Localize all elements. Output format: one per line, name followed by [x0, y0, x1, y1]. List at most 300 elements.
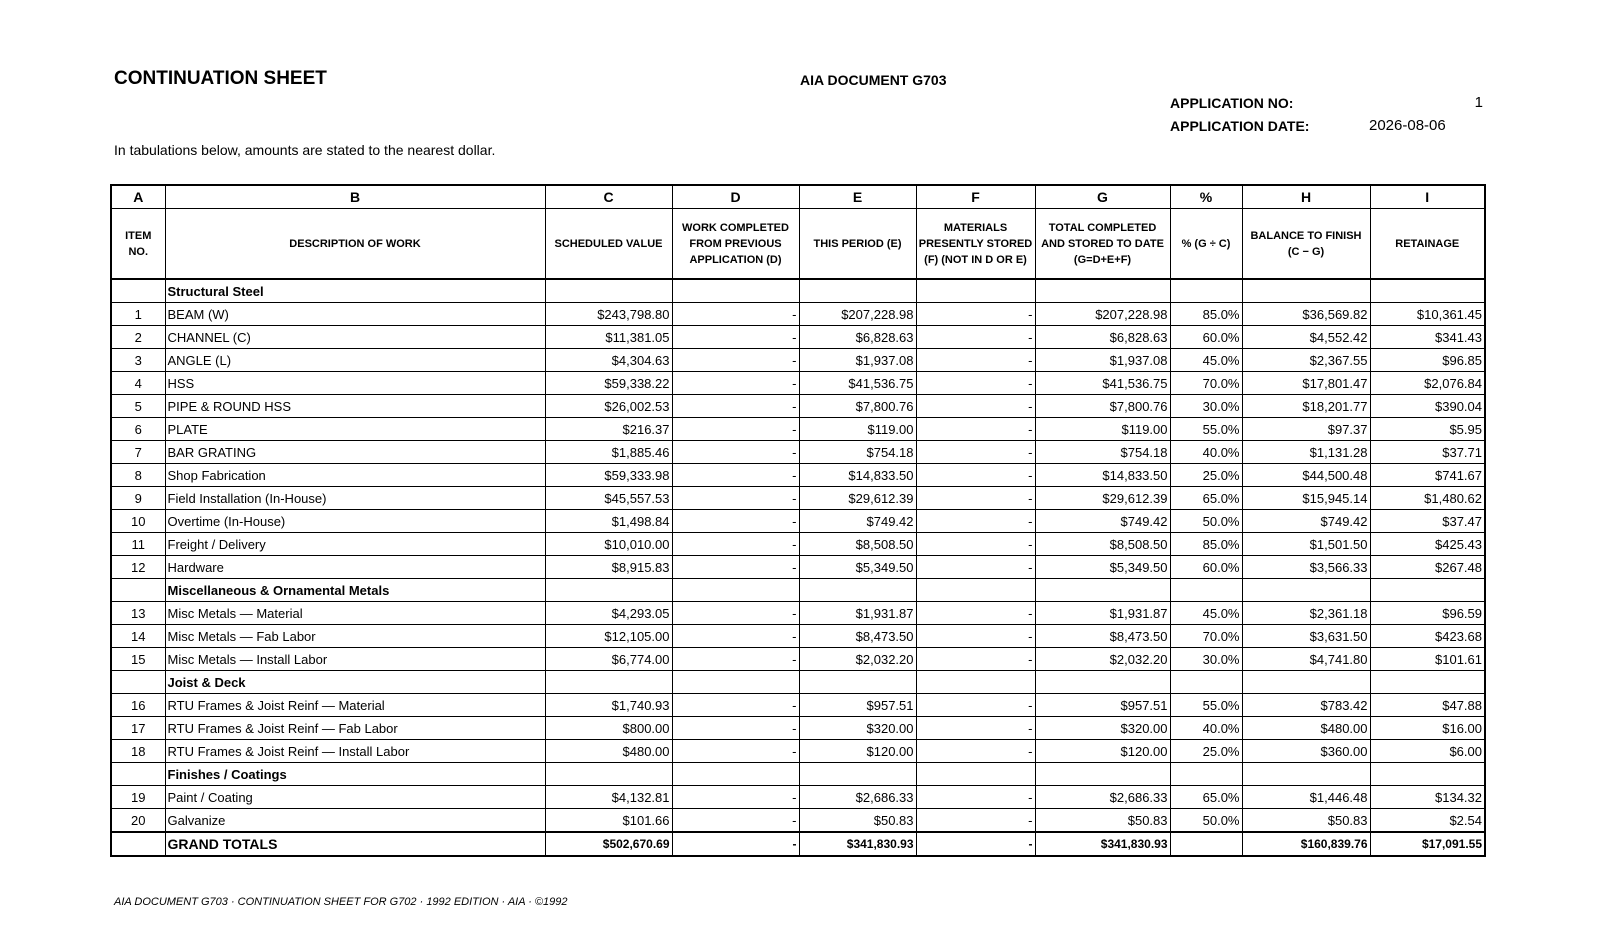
empty-cell	[799, 763, 916, 786]
empty-cell	[1170, 279, 1242, 303]
header-item-no: ITEM NO.	[111, 209, 165, 280]
scheduled-value-cell: $1,885.46	[545, 441, 672, 464]
balance-to-finish-cell: $18,201.77	[1242, 395, 1370, 418]
materials-stored-cell: -	[916, 809, 1035, 833]
balance-to-finish-cell: $17,801.47	[1242, 372, 1370, 395]
column-letter: F	[916, 185, 1035, 209]
retainage-cell: $425.43	[1370, 533, 1485, 556]
section-title: Structural Steel	[165, 279, 545, 303]
total-completed-cell: $957.51	[1035, 694, 1170, 717]
percent-cell: 85.0%	[1170, 303, 1242, 326]
retainage-cell: $10,361.45	[1370, 303, 1485, 326]
retainage-cell: $267.48	[1370, 556, 1485, 579]
section-row	[111, 763, 1485, 786]
retainage-cell: $2.54	[1370, 809, 1485, 833]
empty-cell	[1170, 671, 1242, 694]
table-row	[111, 740, 1485, 763]
retainage-cell: $5.95	[1370, 418, 1485, 441]
materials-stored-cell: -	[916, 487, 1035, 510]
header-previous-application: WORK COMPLETED FROM PREVIOUS APPLICATION (D)	[672, 209, 799, 280]
empty-cell	[1035, 671, 1170, 694]
materials-stored-cell: -	[916, 441, 1035, 464]
table-row	[111, 556, 1485, 579]
balance-to-finish-cell: $3,631.50	[1242, 625, 1370, 648]
header-balance-to-finish: BALANCE TO FINISH (C − G)	[1242, 209, 1370, 280]
retainage-cell: $47.88	[1370, 694, 1485, 717]
section-title: Miscellaneous & Ornamental Metals	[165, 579, 545, 602]
scheduled-value-cell: $800.00	[545, 717, 672, 740]
percent-cell: 60.0%	[1170, 326, 1242, 349]
this-period-cell: $754.18	[799, 441, 916, 464]
item-no-cell: 1	[111, 303, 165, 326]
total-completed-cell: $119.00	[1035, 418, 1170, 441]
materials-stored-cell: -	[916, 740, 1035, 763]
retainage-cell: $1,480.62	[1370, 487, 1485, 510]
empty-cell	[1035, 579, 1170, 602]
balance-to-finish-cell: $1,446.48	[1242, 786, 1370, 809]
description-cell: Field Installation (In-House)	[165, 487, 545, 510]
retainage-cell: $101.61	[1370, 648, 1485, 671]
rounding-note: In tabulations below, amounts are stated to the nearest dollar.	[114, 142, 496, 158]
empty-cell	[799, 671, 916, 694]
materials-stored-cell: -	[916, 648, 1035, 671]
total-completed-cell: $2,032.20	[1035, 648, 1170, 671]
materials-stored-cell: -	[916, 694, 1035, 717]
total-completed-cell: $749.42	[1035, 510, 1170, 533]
balance-to-finish-cell: $4,741.80	[1242, 648, 1370, 671]
scheduled-value-cell: $4,293.05	[545, 602, 672, 625]
empty-cell	[916, 763, 1035, 786]
empty-cell	[672, 671, 799, 694]
description-cell: Freight / Delivery	[165, 533, 545, 556]
item-no-cell: 14	[111, 625, 165, 648]
retainage-cell: $741.67	[1370, 464, 1485, 487]
materials-stored-cell: -	[916, 510, 1035, 533]
balance-to-finish-cell: $15,945.14	[1242, 487, 1370, 510]
table-row	[111, 648, 1485, 671]
percent-cell: 50.0%	[1170, 809, 1242, 833]
balance-to-finish-cell: $36,569.82	[1242, 303, 1370, 326]
total-completed-cell: $29,612.39	[1035, 487, 1170, 510]
previous-application-cell: -	[672, 648, 799, 671]
balance-to-finish-cell: $3,566.33	[1242, 556, 1370, 579]
percent-cell: 25.0%	[1170, 464, 1242, 487]
previous-application-cell: -	[672, 349, 799, 372]
empty-cell	[916, 579, 1035, 602]
scheduled-value-cell: $502,670.69	[545, 832, 672, 856]
percent-cell	[1170, 832, 1242, 856]
percent-cell: 30.0%	[1170, 395, 1242, 418]
description-cell: Shop Fabrication	[165, 464, 545, 487]
balance-to-finish-cell: $749.42	[1242, 510, 1370, 533]
item-no-cell: 20	[111, 809, 165, 833]
empty-cell	[111, 579, 165, 602]
table-row	[111, 510, 1485, 533]
this-period-cell: $29,612.39	[799, 487, 916, 510]
item-no-cell: 3	[111, 349, 165, 372]
retainage-cell: $134.32	[1370, 786, 1485, 809]
grand-totals-row	[111, 832, 1485, 856]
retainage-cell: $17,091.55	[1370, 832, 1485, 856]
this-period-cell: $1,937.08	[799, 349, 916, 372]
balance-to-finish-cell: $4,552.42	[1242, 326, 1370, 349]
application-date-value: 2026-08-06	[1369, 117, 1446, 134]
description-cell: PLATE	[165, 418, 545, 441]
materials-stored-cell: -	[916, 372, 1035, 395]
scheduled-value-cell: $26,002.53	[545, 395, 672, 418]
percent-cell: 85.0%	[1170, 533, 1242, 556]
materials-stored-cell: -	[916, 464, 1035, 487]
scheduled-value-cell: $1,740.93	[545, 694, 672, 717]
scheduled-value-cell: $59,333.98	[545, 464, 672, 487]
item-no-cell: 7	[111, 441, 165, 464]
total-completed-cell: $41,536.75	[1035, 372, 1170, 395]
description-cell: RTU Frames & Joist Reinf — Material	[165, 694, 545, 717]
empty-cell	[672, 763, 799, 786]
description-cell: BAR GRATING	[165, 441, 545, 464]
scheduled-value-cell: $11,381.05	[545, 326, 672, 349]
materials-stored-cell: -	[916, 832, 1035, 856]
total-completed-cell: $1,931.87	[1035, 602, 1170, 625]
previous-application-cell: -	[672, 786, 799, 809]
empty-cell	[916, 279, 1035, 303]
this-period-cell: $2,032.20	[799, 648, 916, 671]
previous-application-cell: -	[672, 487, 799, 510]
item-no-cell: 4	[111, 372, 165, 395]
percent-cell: 25.0%	[1170, 740, 1242, 763]
column-letter: C	[545, 185, 672, 209]
total-completed-cell: $8,473.50	[1035, 625, 1170, 648]
balance-to-finish-cell: $1,131.28	[1242, 441, 1370, 464]
percent-cell: 45.0%	[1170, 602, 1242, 625]
retainage-cell: $423.68	[1370, 625, 1485, 648]
description-cell: Hardware	[165, 556, 545, 579]
balance-to-finish-cell: $783.42	[1242, 694, 1370, 717]
this-period-cell: $14,833.50	[799, 464, 916, 487]
table-row	[111, 533, 1485, 556]
empty-cell	[1242, 579, 1370, 602]
scheduled-value-cell: $12,105.00	[545, 625, 672, 648]
description-cell: Misc Metals — Fab Labor	[165, 625, 545, 648]
previous-application-cell: -	[672, 441, 799, 464]
percent-cell: 50.0%	[1170, 510, 1242, 533]
column-letter: %	[1170, 185, 1242, 209]
description-cell: RTU Frames & Joist Reinf — Fab Labor	[165, 717, 545, 740]
this-period-cell: $8,473.50	[799, 625, 916, 648]
scheduled-value-cell: $10,010.00	[545, 533, 672, 556]
previous-application-cell: -	[672, 510, 799, 533]
column-letter: D	[672, 185, 799, 209]
materials-stored-cell: -	[916, 533, 1035, 556]
empty-cell	[545, 763, 672, 786]
header-description: DESCRIPTION OF WORK	[165, 209, 545, 280]
previous-application-cell: -	[672, 326, 799, 349]
item-no-cell: 9	[111, 487, 165, 510]
empty-cell	[1035, 279, 1170, 303]
empty-cell	[1170, 579, 1242, 602]
materials-stored-cell: -	[916, 625, 1035, 648]
previous-application-cell: -	[672, 303, 799, 326]
scheduled-value-cell: $45,557.53	[545, 487, 672, 510]
this-period-cell: $119.00	[799, 418, 916, 441]
balance-to-finish-cell: $160,839.76	[1242, 832, 1370, 856]
previous-application-cell: -	[672, 740, 799, 763]
previous-application-cell: -	[672, 717, 799, 740]
empty-cell	[799, 579, 916, 602]
scheduled-value-cell: $480.00	[545, 740, 672, 763]
item-no-cell: 2	[111, 326, 165, 349]
retainage-cell: $390.04	[1370, 395, 1485, 418]
item-no-cell: 6	[111, 418, 165, 441]
materials-stored-cell: -	[916, 786, 1035, 809]
retainage-cell: $37.47	[1370, 510, 1485, 533]
this-period-cell: $41,536.75	[799, 372, 916, 395]
scheduled-value-cell: $1,498.84	[545, 510, 672, 533]
item-no-cell: 18	[111, 740, 165, 763]
balance-to-finish-cell: $50.83	[1242, 809, 1370, 833]
column-letter: G	[1035, 185, 1170, 209]
empty-cell	[111, 279, 165, 303]
description-cell: HSS	[165, 372, 545, 395]
percent-cell: 65.0%	[1170, 487, 1242, 510]
description-cell: Overtime (In-House)	[165, 510, 545, 533]
total-completed-cell: $14,833.50	[1035, 464, 1170, 487]
scheduled-value-cell: $59,338.22	[545, 372, 672, 395]
empty-cell	[545, 579, 672, 602]
scheduled-value-cell: $4,304.63	[545, 349, 672, 372]
item-no-cell: 15	[111, 648, 165, 671]
percent-cell: 65.0%	[1170, 786, 1242, 809]
application-date-label: APPLICATION DATE:	[1170, 118, 1310, 134]
balance-to-finish-cell: $1,501.50	[1242, 533, 1370, 556]
previous-application-cell: -	[672, 464, 799, 487]
empty-cell	[672, 579, 799, 602]
total-completed-cell: $7,800.76	[1035, 395, 1170, 418]
table-row	[111, 395, 1485, 418]
description-cell: Galvanize	[165, 809, 545, 833]
item-no-cell	[111, 832, 165, 856]
balance-to-finish-cell: $2,367.55	[1242, 349, 1370, 372]
item-no-cell: 12	[111, 556, 165, 579]
empty-cell	[1370, 671, 1485, 694]
retainage-cell: $37.71	[1370, 441, 1485, 464]
materials-stored-cell: -	[916, 349, 1035, 372]
header-materials-stored: MATERIALS PRESENTLY STORED (F) (NOT IN D OR E)	[916, 209, 1035, 280]
document-title: AIA DOCUMENT G703	[800, 72, 947, 88]
table-row	[111, 809, 1485, 833]
retainage-cell: $6.00	[1370, 740, 1485, 763]
empty-cell	[799, 279, 916, 303]
header-percent: % (G ÷ C)	[1170, 209, 1242, 280]
this-period-cell: $5,349.50	[799, 556, 916, 579]
continuation-table	[110, 184, 1486, 857]
column-headers-row	[111, 209, 1485, 280]
this-period-cell: $320.00	[799, 717, 916, 740]
table-row	[111, 625, 1485, 648]
empty-cell	[916, 671, 1035, 694]
application-no-value: 1	[1474, 94, 1483, 111]
description-cell: ANGLE (L)	[165, 349, 545, 372]
empty-cell	[111, 671, 165, 694]
total-completed-cell: $320.00	[1035, 717, 1170, 740]
description-cell: BEAM (W)	[165, 303, 545, 326]
scheduled-value-cell: $216.37	[545, 418, 672, 441]
percent-cell: 60.0%	[1170, 556, 1242, 579]
this-period-cell: $207,228.98	[799, 303, 916, 326]
retainage-cell: $16.00	[1370, 717, 1485, 740]
empty-cell	[672, 279, 799, 303]
table-row	[111, 694, 1485, 717]
section-title: Joist & Deck	[165, 671, 545, 694]
previous-application-cell: -	[672, 694, 799, 717]
this-period-cell: $7,800.76	[799, 395, 916, 418]
total-completed-cell: $2,686.33	[1035, 786, 1170, 809]
this-period-cell: $1,931.87	[799, 602, 916, 625]
section-title: Finishes / Coatings	[165, 763, 545, 786]
previous-application-cell: -	[672, 533, 799, 556]
empty-cell	[1035, 763, 1170, 786]
previous-application-cell: -	[672, 625, 799, 648]
balance-to-finish-cell: $360.00	[1242, 740, 1370, 763]
total-completed-cell: $6,828.63	[1035, 326, 1170, 349]
item-no-cell: 13	[111, 602, 165, 625]
table-row	[111, 717, 1485, 740]
item-no-cell: 17	[111, 717, 165, 740]
total-completed-cell: $120.00	[1035, 740, 1170, 763]
table-row	[111, 487, 1485, 510]
section-row	[111, 579, 1485, 602]
empty-cell	[1242, 671, 1370, 694]
this-period-cell: $6,828.63	[799, 326, 916, 349]
percent-cell: 70.0%	[1170, 625, 1242, 648]
percent-cell: 55.0%	[1170, 694, 1242, 717]
balance-to-finish-cell: $44,500.48	[1242, 464, 1370, 487]
total-completed-cell: $1,937.08	[1035, 349, 1170, 372]
balance-to-finish-cell: $2,361.18	[1242, 602, 1370, 625]
item-no-cell: 8	[111, 464, 165, 487]
column-letters-row	[111, 185, 1485, 209]
retainage-cell: $2,076.84	[1370, 372, 1485, 395]
scheduled-value-cell: $6,774.00	[545, 648, 672, 671]
percent-cell: 45.0%	[1170, 349, 1242, 372]
total-completed-cell: $5,349.50	[1035, 556, 1170, 579]
table-row	[111, 418, 1485, 441]
empty-cell	[1370, 579, 1485, 602]
sheet-title: CONTINUATION SHEET	[114, 68, 327, 89]
table-row	[111, 303, 1485, 326]
description-cell: RTU Frames & Joist Reinf — Install Labor	[165, 740, 545, 763]
previous-application-cell: -	[672, 372, 799, 395]
this-period-cell: $2,686.33	[799, 786, 916, 809]
empty-cell	[1242, 279, 1370, 303]
description-cell: PIPE & ROUND HSS	[165, 395, 545, 418]
materials-stored-cell: -	[916, 602, 1035, 625]
description-cell: GRAND TOTALS	[165, 832, 545, 856]
header-total-completed: TOTAL COMPLETED AND STORED TO DATE (G=D+E+F)	[1035, 209, 1170, 280]
table-row	[111, 326, 1485, 349]
materials-stored-cell: -	[916, 418, 1035, 441]
scheduled-value-cell: $4,132.81	[545, 786, 672, 809]
materials-stored-cell: -	[916, 395, 1035, 418]
item-no-cell: 16	[111, 694, 165, 717]
previous-application-cell: -	[672, 556, 799, 579]
scheduled-value-cell: $101.66	[545, 809, 672, 833]
section-row	[111, 671, 1485, 694]
column-letter: B	[165, 185, 545, 209]
empty-cell	[1242, 763, 1370, 786]
this-period-cell: $341,830.93	[799, 832, 916, 856]
header-this-period: THIS PERIOD (E)	[799, 209, 916, 280]
description-cell: CHANNEL (C)	[165, 326, 545, 349]
empty-cell	[1170, 763, 1242, 786]
materials-stored-cell: -	[916, 717, 1035, 740]
footer-text: AIA DOCUMENT G703 · CONTINUATION SHEET FOR G702 · 1992 EDITION · AIA · ©1992	[114, 896, 568, 908]
column-letter: I	[1370, 185, 1485, 209]
retainage-cell: $96.59	[1370, 602, 1485, 625]
column-letter: E	[799, 185, 916, 209]
materials-stored-cell: -	[916, 303, 1035, 326]
description-cell: Paint / Coating	[165, 786, 545, 809]
description-cell: Misc Metals — Material	[165, 602, 545, 625]
materials-stored-cell: -	[916, 326, 1035, 349]
section-row	[111, 279, 1485, 303]
materials-stored-cell: -	[916, 556, 1035, 579]
table-body	[111, 279, 1485, 856]
previous-application-cell: -	[672, 395, 799, 418]
retainage-cell: $96.85	[1370, 349, 1485, 372]
total-completed-cell: $341,830.93	[1035, 832, 1170, 856]
table-row	[111, 441, 1485, 464]
item-no-cell: 10	[111, 510, 165, 533]
empty-cell	[1370, 279, 1485, 303]
percent-cell: 30.0%	[1170, 648, 1242, 671]
table-row	[111, 602, 1485, 625]
total-completed-cell: $754.18	[1035, 441, 1170, 464]
item-no-cell: 5	[111, 395, 165, 418]
total-completed-cell: $8,508.50	[1035, 533, 1170, 556]
item-no-cell: 19	[111, 786, 165, 809]
header-scheduled-value: SCHEDULED VALUE	[545, 209, 672, 280]
scheduled-value-cell: $243,798.80	[545, 303, 672, 326]
empty-cell	[111, 763, 165, 786]
application-no-label: APPLICATION NO:	[1170, 95, 1294, 111]
this-period-cell: $120.00	[799, 740, 916, 763]
empty-cell	[545, 671, 672, 694]
balance-to-finish-cell: $480.00	[1242, 717, 1370, 740]
previous-application-cell: -	[672, 832, 799, 856]
previous-application-cell: -	[672, 418, 799, 441]
previous-application-cell: -	[672, 602, 799, 625]
percent-cell: 70.0%	[1170, 372, 1242, 395]
previous-application-cell: -	[672, 809, 799, 833]
header-retainage: RETAINAGE	[1370, 209, 1485, 280]
percent-cell: 40.0%	[1170, 717, 1242, 740]
empty-cell	[1370, 763, 1485, 786]
column-letter: A	[111, 185, 165, 209]
this-period-cell: $50.83	[799, 809, 916, 833]
percent-cell: 55.0%	[1170, 418, 1242, 441]
this-period-cell: $957.51	[799, 694, 916, 717]
this-period-cell: $8,508.50	[799, 533, 916, 556]
table-row	[111, 464, 1485, 487]
table-row	[111, 349, 1485, 372]
table-row	[111, 786, 1485, 809]
empty-cell	[545, 279, 672, 303]
item-no-cell: 11	[111, 533, 165, 556]
table-row	[111, 372, 1485, 395]
description-cell: Misc Metals — Install Labor	[165, 648, 545, 671]
balance-to-finish-cell: $97.37	[1242, 418, 1370, 441]
